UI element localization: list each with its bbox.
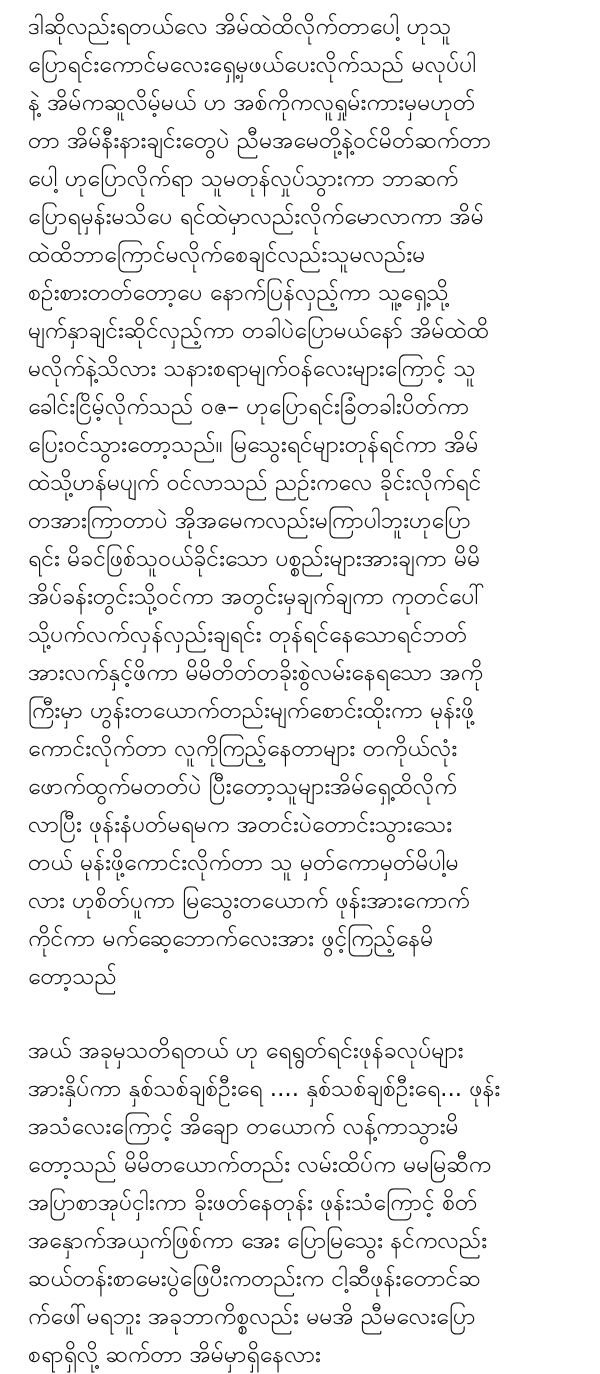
- text-line: အနှောက်အယှက်ဖြစ်ကာ အေး ပြောမြသွေး နင်ကလည်း: [28, 1228, 488, 1254]
- text-line: က်ဖေါ်မရဘူး အခုဘာကိစ္စလည်း မမအိ ညီမလေးပြော: [28, 1304, 476, 1330]
- text-line: တော့သည်: [28, 964, 117, 990]
- text-line: ပြောရမှန်းမသိပေ ရင်ထဲမှာလည်းလိုက်မောလာကာ အိမ်: [28, 204, 484, 230]
- text-line: ပြောရင်းကောင်မလေးရှေ့မှဖယ်ပေးလိုက်သည် မလုပ်ပါ: [28, 52, 477, 78]
- text-line: စရာရှိလို့ ဆက်တာ အိမ်မှာရှိနေလား: [28, 1342, 321, 1368]
- text-line: တော့သည် မိမိတယောက်တည်း လမ်းထိပ်က မမမြဆီက: [28, 1152, 492, 1178]
- paragraph-spacer: [28, 996, 572, 1032]
- text-line: ကြီးမှာ ဟွန်းတယောက်တည်းမျက်စောင်းထိုးကာ မုန်းဖို့: [28, 698, 475, 724]
- text-line: တာ အိမ်နီးနားချင်းတွေပဲ ညီမအမေတို့နဲ့ဝင်မိတ်ဆက်တာ: [28, 128, 492, 154]
- text-line: အားလက်နှင့်ဖိကာ မိမိတိတ်တခိုးစွဲလမ်းနေရသော အကို: [28, 660, 484, 686]
- text-line: ဆယ်တန်းစာမေးပွဲဖြေပီးကတည်းက ငါ့ဆီဖုန်းတောင်ဆ: [28, 1266, 481, 1292]
- text-line: နဲ့ အိမ်ကဆူလိမ့်မယ် ဟ အစ်ကိုကလူရှုမ်းကားမှမဟုတ်: [28, 90, 476, 116]
- text-line: ဒါဆိုလည်းရတယ်လေ အိမ်ထဲထိလိုက်တာပေါ့ ဟုသူ: [28, 14, 452, 40]
- text-line: မလိုက်နဲ့သိလား သနားစရာမျက်ဝန်လေးများကြောင့် သူ: [28, 356, 476, 382]
- text-line: ဖောက်ထွက်မတတ်ပဲ ပြီးတော့သူများအိမ်ရှေ့ထိလိုက်: [28, 774, 457, 800]
- text-line: တအားကြာတာပဲ အိုအမေကလည်းမကြာပါဘူးဟုပြော: [28, 508, 471, 534]
- story-paragraph-2: [28, 1032, 572, 1374]
- story-paragraph-1: [28, 8, 572, 996]
- text-line: အသံလေးကြောင့် အိချော တယောက် လန့်ကာသွားမိ: [28, 1114, 459, 1140]
- text-line: လား ဟုစိတ်ပူကာ မြသွေးတယောက် ဖုန်းအားကောက်: [28, 888, 470, 914]
- text-line: အယ် အခုမှသတိရတယ် ဟု ရေရွတ်ရင်းဖုန်ခလုပ်များ: [28, 1038, 464, 1064]
- text-line: တယ် မုန်းဖို့ကောင်းလိုက်တာ သူ မှတ်ကောမှတ်မိပါ့မ: [28, 850, 459, 876]
- text-line: ခေါင်းငြိမ့်လိုက်သည် ဝဇ– ဟုပြောရင်းခြံတခါးပိတ်ကာ: [28, 394, 470, 420]
- text-line: မျက်နှာချင်းဆိုင်လှည့်ကာ တခါပဲပြောမယ်နော် အိမ်ထဲထိ: [28, 318, 490, 344]
- text-line: ရင်း မိခင်ဖြစ်သူဝယ်ခိုင်းသော ပစ္စည်းများအားချကာ မိမိ: [28, 546, 481, 572]
- text-line: လာပြီး ဖုန်းနံပတ်မရမက အတင်းပဲတောင်းသွားသေး: [28, 812, 453, 838]
- text-line: အားနှိပ်ကာ နှစ်သစ်ချစ်ဦးရေ .... နှစ်သစ်ချစ်ဦးရေ... ဖုန်း: [28, 1076, 501, 1102]
- text-line: ပြေးဝင်သွားတော့သည်။ မြသွေးရင်များတုန်ရင်ကာ အိမ်: [28, 432, 479, 458]
- text-line: ထဲထိဘာကြောင်မလိုက်စေချင်လည်းသူမလည်းမ: [28, 242, 426, 268]
- text-line: ကိုင်ကာ မက်ဆေ့ဘောက်လေးအား ဖွင့်ကြည့်နေမိ: [28, 926, 434, 952]
- text-line: ထဲသို့ဟန်မပျက် ဝင်လာသည် ညဉ်းကလေ ခိုင်းလိုက်ရင်: [28, 470, 482, 496]
- text-line: အိပ်ခန်းတွင်းသို့ဝင်ကာ အတွင်းမှချက်ချကာ ကုတင်ပေါ်: [28, 584, 485, 610]
- text-line: ကောင်းလိုက်တာ လူကိုကြည့်နေတာများ တကိုယ်လုံး: [28, 736, 458, 762]
- text-line: စဉ်းစားတတ်တော့ပေ နောက်ပြန်လှည့်ကာ သူ့ရှေ့သို့: [28, 280, 449, 306]
- text-line: ပေါ့ ဟုပြောလိုက်ရာ သူမတုန်လှုပ်သွားကာ ဘာဆက်: [28, 166, 459, 192]
- text-line: သို့ပက်လက်လှန်လှည်းချရင်း တုန်ရင်နေသောရင်ဘတ်: [28, 622, 468, 648]
- text-line: အပြာစာအုပ်ငှါးကာ ခိုးဖတ်နေတုန်း ဖုန်းသံကြောင့် စိတ်: [28, 1190, 478, 1216]
